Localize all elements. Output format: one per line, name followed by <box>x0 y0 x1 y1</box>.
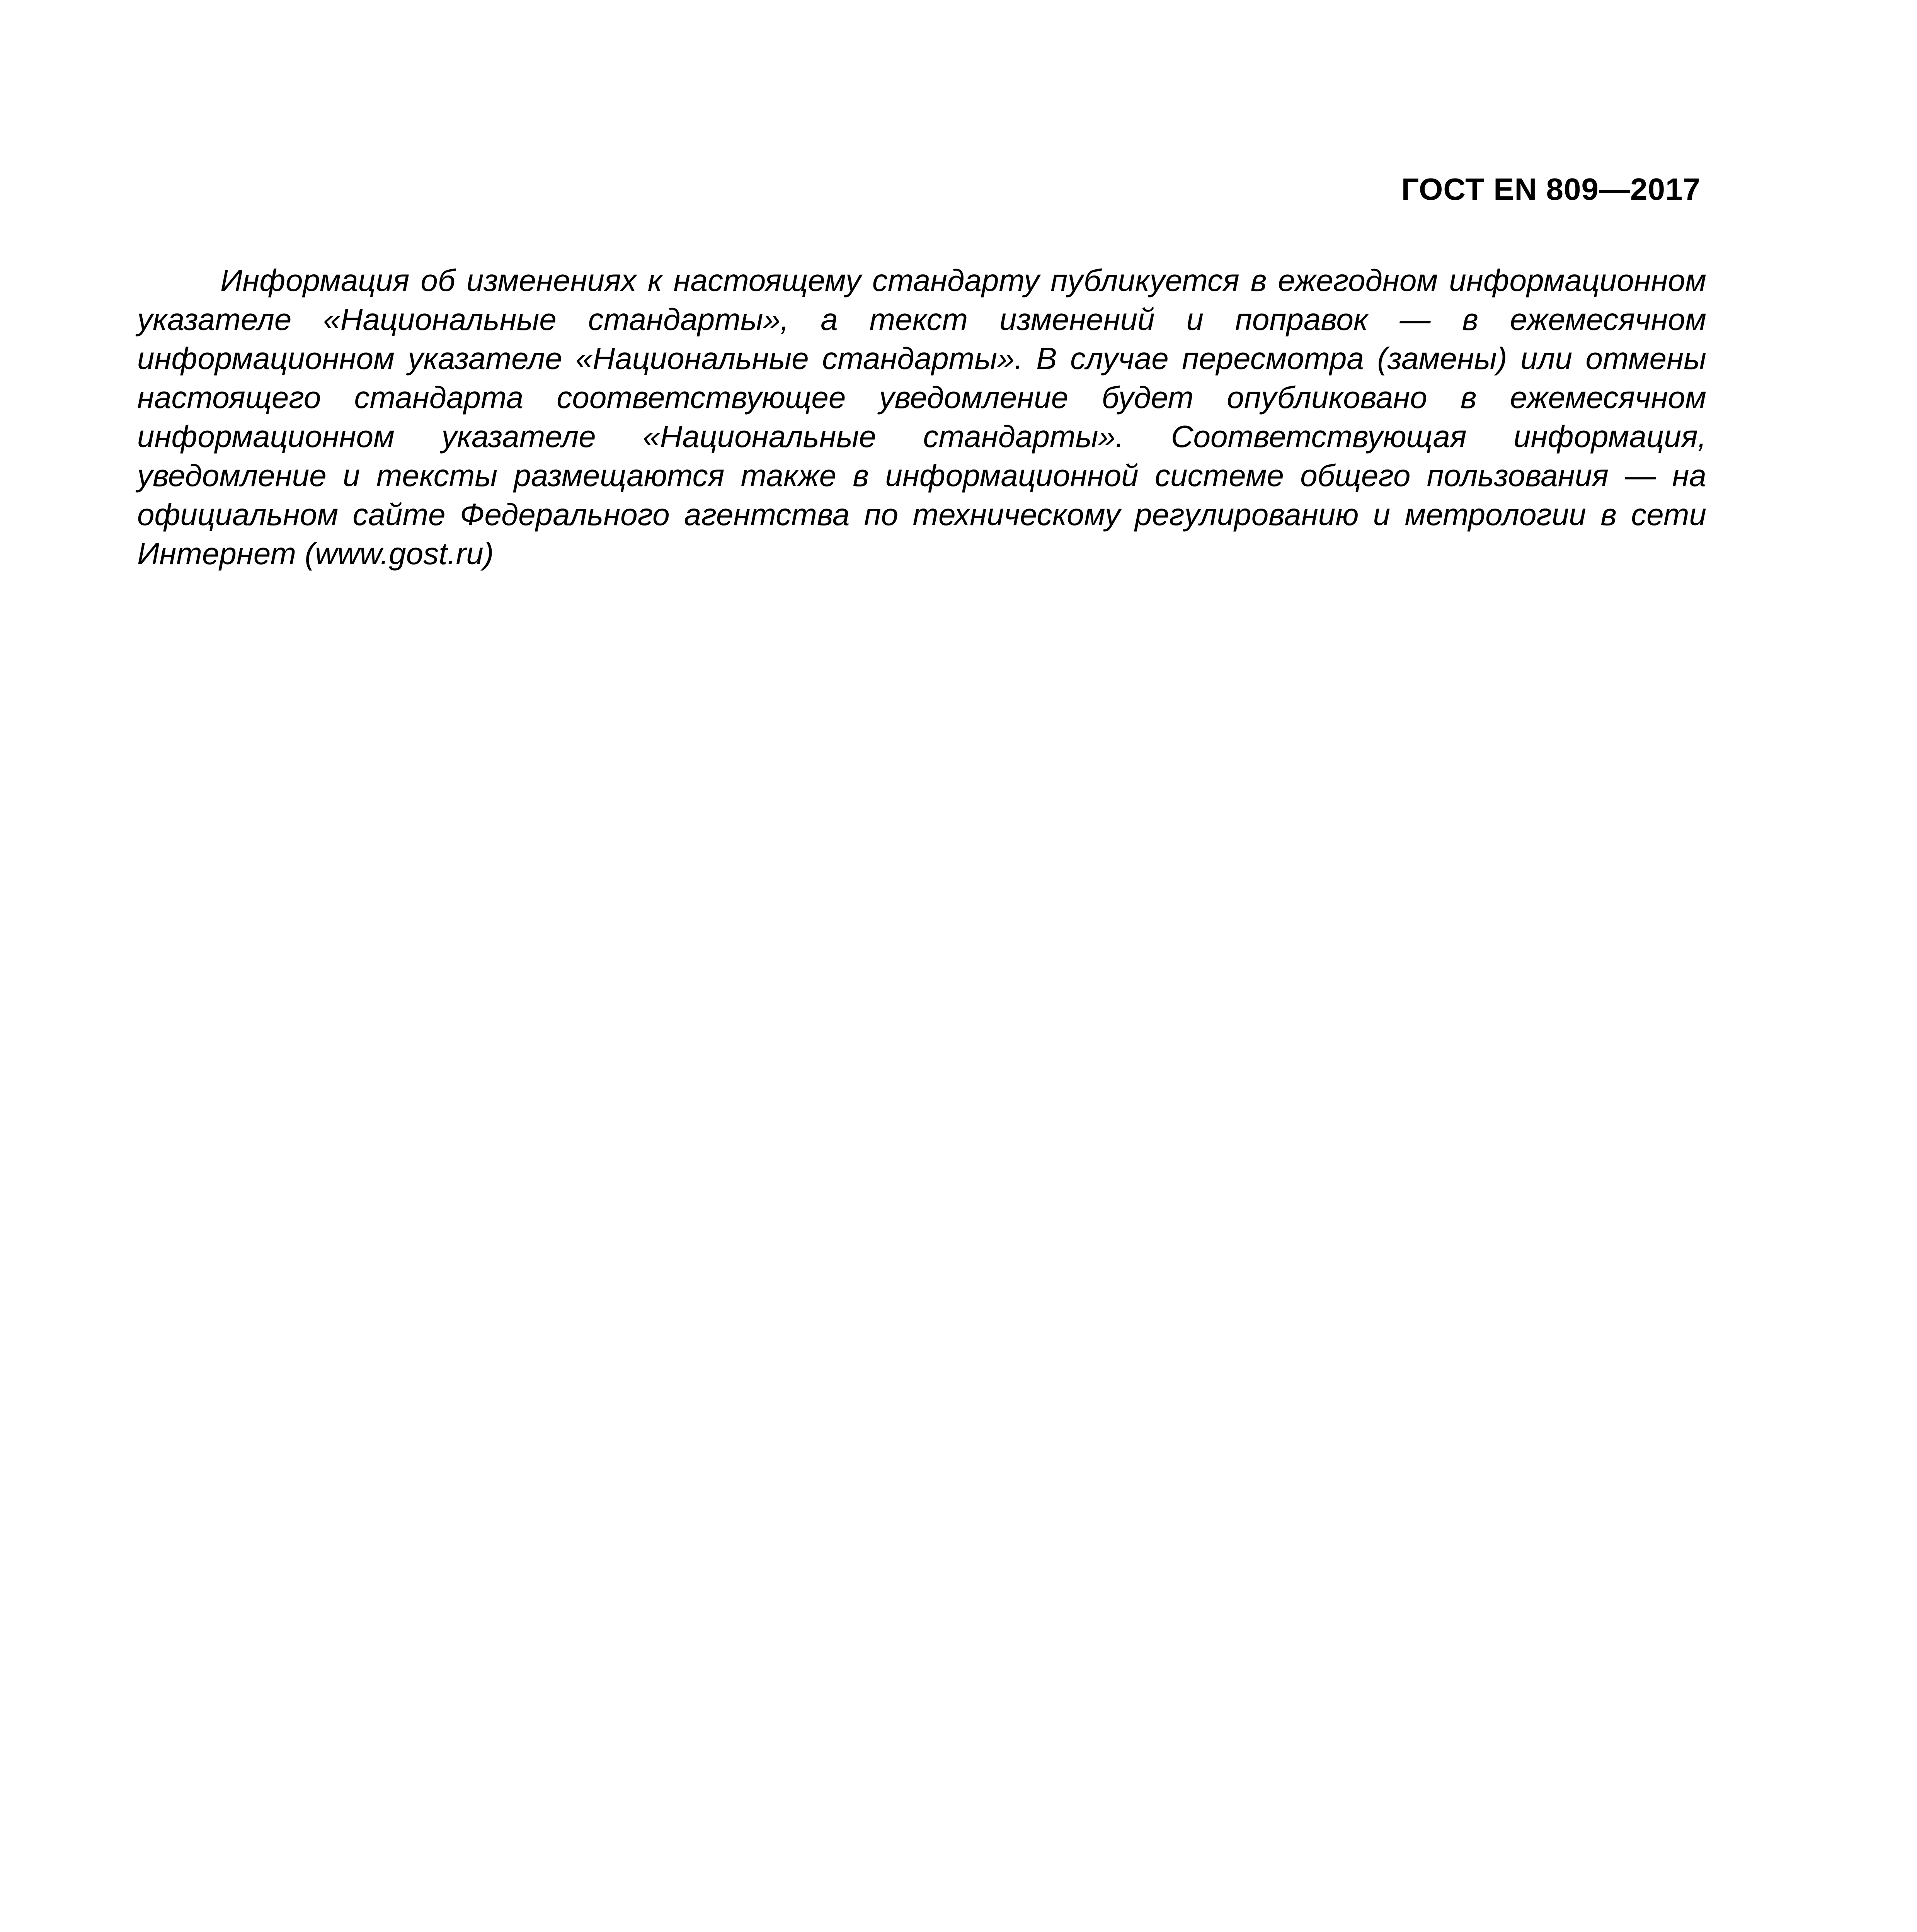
standard-code-header: ГОСТ EN 809—2017 <box>1401 172 1701 206</box>
amendments-info-paragraph: Информация об изменениях к настоящему стандарту публикуется в ежегодном информационном указателе «Национальные стандарты», а текст изменений и поправок — в ежемесячном информационном указателе «Национальные стандарты». В случае пересмотра (замены) или отмены настоящего стандарта соответствующее уведомление будет опубликовано в ежемесячном информационном указателе «Национальные стандарты». Соответствующая информация, уведомление и тексты размещаются также в информационной системе общего пользования — на официальном сайте Федерального агентства по техническому регулированию и метрологии в сети Интернет (www.gost.ru) <box>137 263 1706 571</box>
